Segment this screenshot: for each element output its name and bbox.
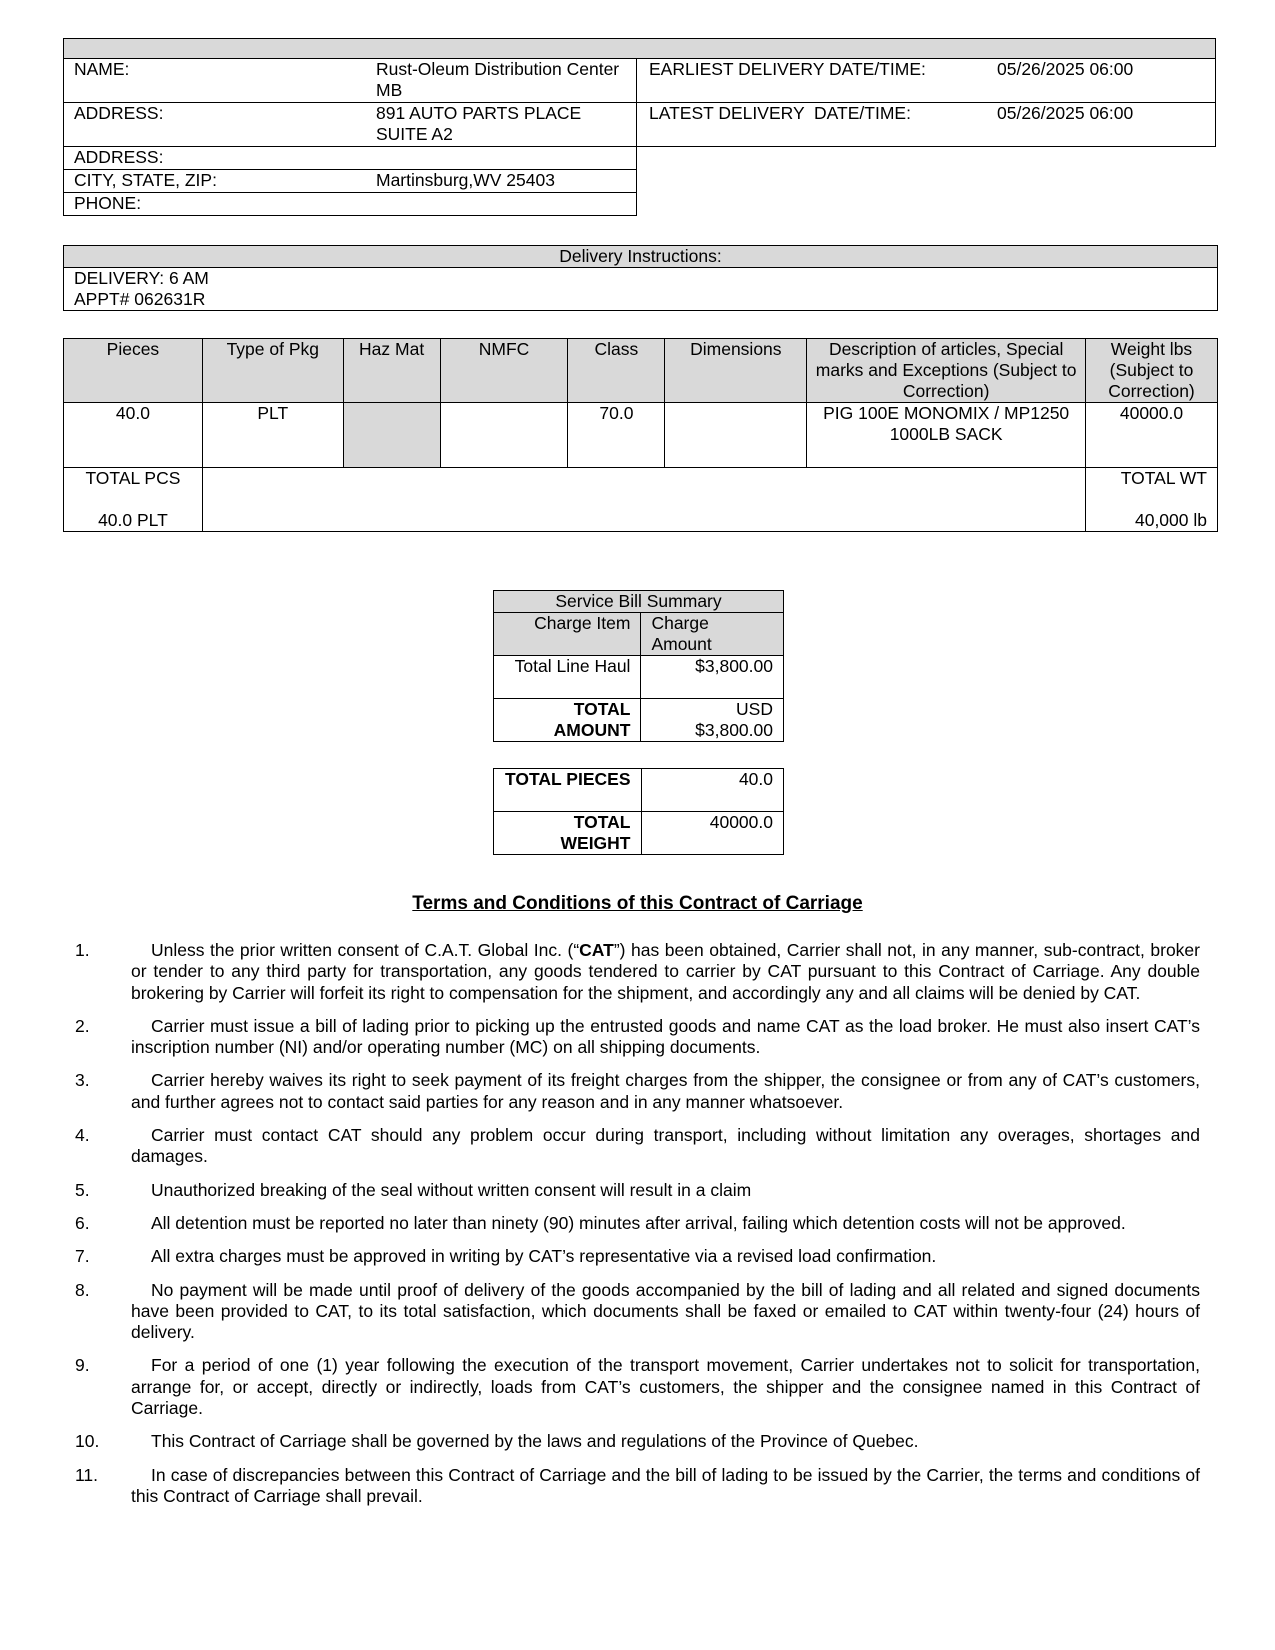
term-number: 11. (75, 1464, 99, 1485)
items-table (63, 338, 1218, 532)
term-number: 1. (75, 940, 90, 960)
instruction-line: DELIVERY: 6 AM (74, 268, 209, 288)
term-item (75, 1070, 1200, 1113)
total-weight-value: 40000.0 (641, 812, 784, 855)
term-text: Unless the prior written consent of C.A.T. Global Inc. (“ (151, 940, 580, 960)
total-weight-label: TOTAL WEIGHT (560, 812, 631, 853)
total-amount-currency: USD (736, 699, 773, 719)
term-text: Carrier must issue a bill of lading prior to picking up the entrusted goods and name CAT as the load broker. He must also insert CAT’s inscription number (NI) and/or operating number (MC) on all shipping documents. (131, 1015, 1200, 1058)
term-number: 2. (75, 1015, 90, 1036)
term-item (75, 940, 1200, 1004)
city-label: CITY, STATE, ZIP: (74, 170, 217, 190)
term-item (75, 1465, 1200, 1508)
phone-label: PHONE: (74, 193, 142, 213)
address2-value (370, 147, 636, 169)
items-header-row (64, 339, 1218, 403)
name-label: NAME: (74, 59, 130, 79)
col-header: Type of Pkg (202, 339, 343, 403)
term-item (75, 1280, 1200, 1344)
total-amount-label: TOTAL AMOUNT (553, 699, 631, 740)
col-header: Pieces (64, 339, 203, 403)
term-item (75, 1355, 1200, 1419)
instruction-line: APPT# 062631R (74, 289, 206, 309)
consignee-header-bar (63, 38, 1216, 59)
summary-col-charge-amount: Charge Amount (641, 613, 784, 656)
term-item (75, 1431, 1200, 1452)
latest-delivery-value: 05/26/2025 06:00 (997, 103, 1134, 123)
term-text: For a period of one (1) year following the execution of the transport movement, Carrier undertakes not to solicit for transportation, arrange for, or accept, directly or indirectly, loads from CAT’s customers, the shipper and the consignee named in this Contract of Carriage. (131, 1355, 1200, 1419)
cell-class: 70.0 (568, 403, 665, 468)
address-label: ADDRESS: (74, 103, 164, 123)
term-number: 5. (75, 1179, 90, 1200)
term-number: 7. (75, 1246, 90, 1267)
col-header: Description of articles, Special marks and Exceptions (Subject to Correction) (807, 339, 1086, 403)
cell-pieces: 40.0 (64, 403, 203, 468)
total-pcs-label: TOTAL PCS (85, 468, 181, 488)
cell-dimensions (665, 403, 807, 468)
col-header: Haz Mat (343, 339, 440, 403)
term-item (75, 1180, 1200, 1201)
totals-spacer (202, 468, 1085, 532)
totals-summary (493, 768, 784, 855)
total-pieces-label: TOTAL PIECES (505, 769, 631, 789)
totals-row (64, 468, 1218, 532)
term-item (75, 1246, 1200, 1267)
line-haul-label: Total Line Haul (494, 656, 641, 699)
service-bill-summary (493, 590, 784, 742)
term-text-bold: CAT (579, 940, 614, 960)
summary-col-charge-item: Charge Item (494, 613, 641, 656)
term-text: No payment will be made until proof of delivery of the goods accompanied by the bill of lading and all related and signed documents have been provided to CAT, to its total satisfaction, which documents shall be faxed or emailed to CAT within twenty-four (24) hours of delivery. (131, 1279, 1200, 1343)
col-header: Weight lbs (Subject to Correction) (1085, 339, 1217, 403)
term-text: In case of discrepancies between this Contract of Carriage and the bill of lading to be issued by the Carrier, the terms and conditions of this Contract of Carriage shall prevail. (131, 1464, 1200, 1506)
cell-weight: 40000.0 (1085, 403, 1217, 468)
delivery-instructions (63, 245, 1218, 311)
term-item (75, 1125, 1200, 1168)
city-value: Martinsburg,WV 25403 (376, 170, 555, 190)
terms-list (75, 940, 1200, 1519)
term-item (75, 1213, 1200, 1234)
summary-title: Service Bill Summary (494, 591, 784, 613)
term-item (75, 1016, 1200, 1059)
term-number: 4. (75, 1125, 90, 1146)
term-text: This Contract of Carriage shall be governed by the laws and regulations of the Province of Quebec. (151, 1431, 919, 1452)
cell-haz-mat (343, 403, 440, 468)
col-header: Dimensions (665, 339, 807, 403)
total-wt-value: 40,000 lb (1134, 510, 1207, 530)
cell-description: PIG 100E MONOMIX / MP1250 1000LB SACK (807, 403, 1086, 468)
earliest-delivery-value: 05/26/2025 06:00 (997, 59, 1134, 79)
line-haul-value: $3,800.00 (641, 656, 784, 699)
col-header: Class (568, 339, 665, 403)
address2-label: ADDRESS: (74, 147, 164, 167)
latest-delivery-label: LATEST DELIVERY DATE/TIME: (649, 103, 911, 123)
cell-pkg-type: PLT (202, 403, 343, 468)
term-number: 3. (75, 1070, 90, 1091)
cell-nmfc (440, 403, 568, 468)
delivery-instructions-title: Delivery Instructions: (64, 246, 1217, 268)
term-text: All detention must be reported no later than ninety (90) minutes after arrival, failing which detention costs will not be approved. (151, 1212, 1126, 1233)
term-number: 10. (75, 1431, 100, 1452)
term-text: Unauthorized breaking of the seal without written consent will result in a claim (151, 1179, 752, 1200)
term-number: 6. (75, 1212, 90, 1233)
term-text: ”) has been obtained, Carrier shall not, in any manner, sub-contract, broker or tender to any third party for transportation, any goods tendered to carrier by CAT pursuant to this Contract of Carriage. Any double brokering by Carrier will forfeit its right to compensation for the shipment, and accordingly any and all claims will be denied by CAT. (131, 940, 1200, 1003)
total-wt-label: TOTAL WT (1120, 468, 1207, 488)
address-value: 891 AUTO PARTS PLACE SUITE A2 (376, 103, 582, 144)
phone-value (370, 193, 636, 215)
total-amount-value: $3,800.00 (695, 720, 773, 740)
table-row (64, 403, 1218, 468)
terms-title: Terms and Conditions of this Contract of Carriage (412, 893, 863, 914)
term-number: 9. (75, 1355, 90, 1376)
earliest-delivery-label: EARLIEST DELIVERY DATE/TIME: (649, 59, 926, 79)
term-text: Carrier hereby waives its right to seek payment of its freight charges from the shipper, the consignee or from any of CAT’s customers, and further agrees not to contact said parties for any reason and in any manner whatsoever. (131, 1070, 1200, 1112)
total-pieces-value: 40.0 (641, 769, 784, 812)
term-text: All extra charges must be approved in writing by CAT’s representative via a revised load confirmation. (151, 1246, 937, 1267)
term-number: 8. (75, 1279, 90, 1300)
term-text: Carrier must contact CAT should any problem occur during transport, including without limitation any overages, shortages and damages. (131, 1125, 1200, 1167)
name-value: Rust-Oleum Distribution Center MB (376, 59, 620, 100)
total-pcs-value: 40.0 PLT (98, 510, 168, 530)
col-header: NMFC (440, 339, 568, 403)
consignee-section (63, 38, 1216, 213)
